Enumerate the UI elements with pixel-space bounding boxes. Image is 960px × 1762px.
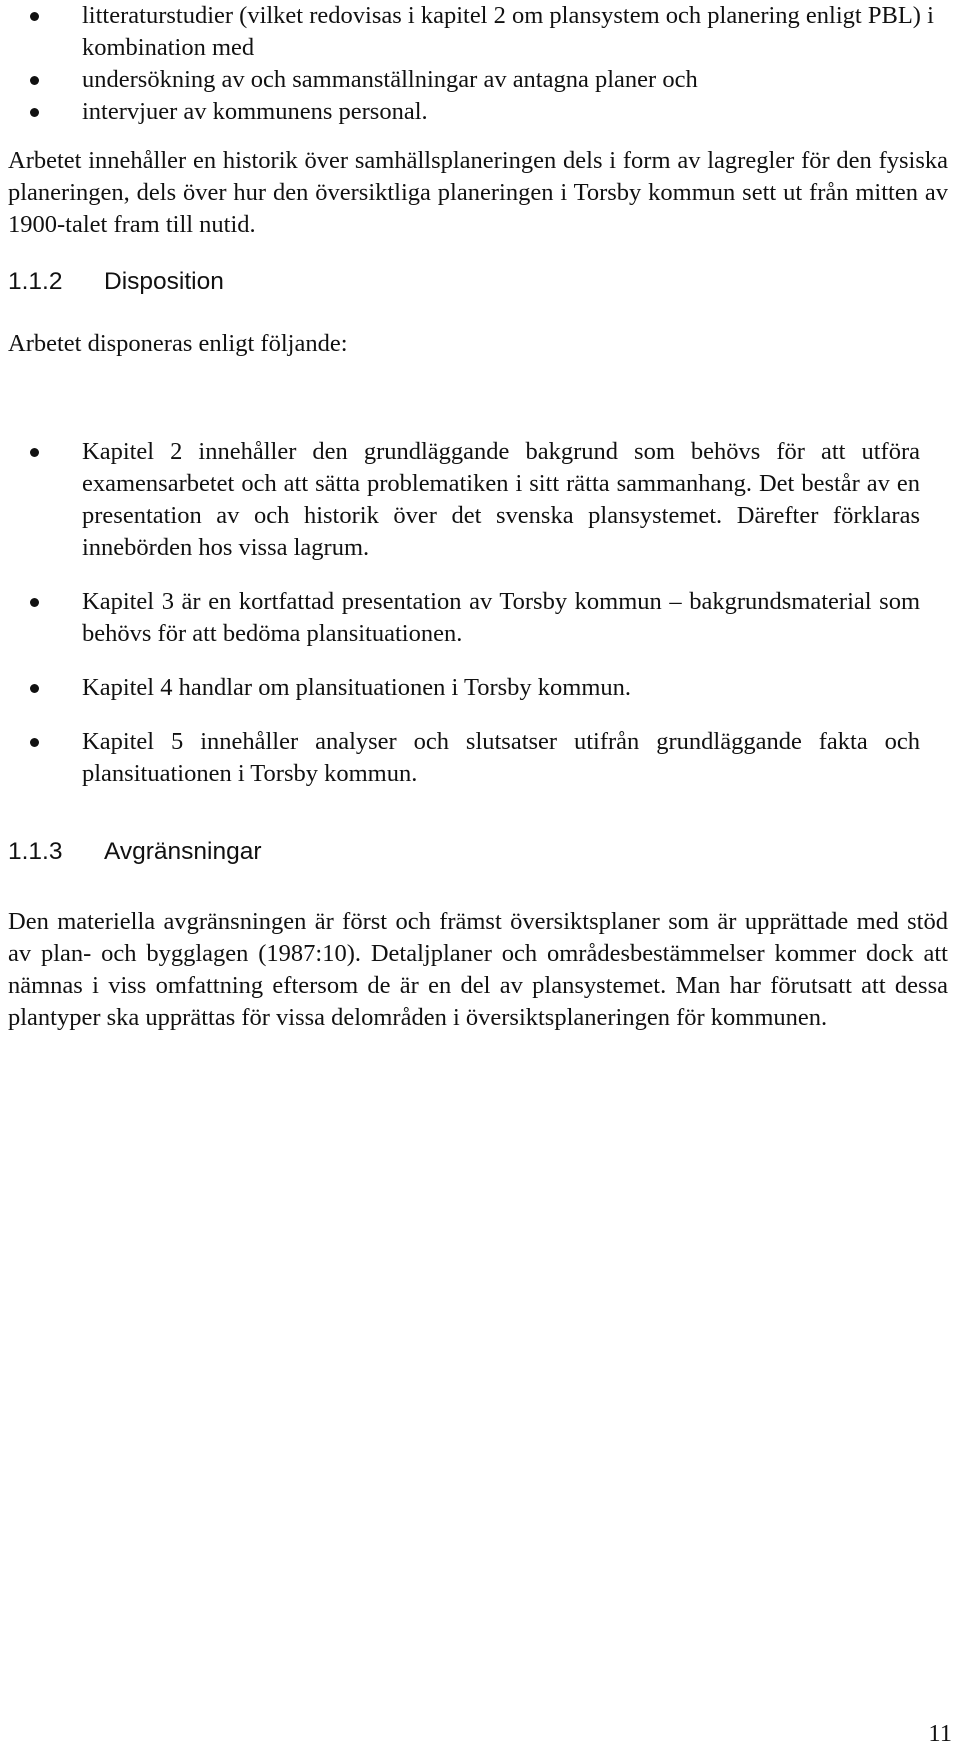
list-item <box>0 726 920 790</box>
intro-bullet-list <box>0 0 950 128</box>
bullet-icon <box>30 684 39 693</box>
bullet-icon <box>30 76 39 85</box>
list-item <box>0 586 920 650</box>
list-item <box>0 0 950 64</box>
list-item-text: Kapitel 4 handlar om plansituationen i Torsby kommun. <box>82 674 632 701</box>
list-item-text: litteraturstudier (vilket redovisas i kapitel 2 om plansystem och planering enligt PBL) i kombination med <box>82 2 934 61</box>
list-item-text: Kapitel 3 är en kortfattad presentation av Torsby kommun – bakgrundsmaterial som behövs för att bedöma plansituationen. <box>82 588 920 647</box>
list-item-text: Kapitel 2 innehåller den grundläggande bakgrund som behövs för att utföra examensarbetet och att sätta problematiken i sitt rätta sammanhang. Det består av en presentation av och historik över det svenska plansystemet. Därefter förklaras innebörden hos vissa lagrum. <box>82 438 920 561</box>
list-item <box>0 64 950 96</box>
disposition-list <box>0 436 920 812</box>
list-item <box>0 672 920 704</box>
section-number: 1.1.3 <box>8 838 63 865</box>
section-heading-avgransningar <box>8 836 262 868</box>
page-number: 11 <box>928 1720 952 1747</box>
intro-paragraph: Arbetet innehåller en historik över samhällsplaneringen dels i form av lagregler för den fysiska planeringen, dels över hur den översiktliga planeringen i Torsby kommun sett ut från mitten av 1900-talet fram till nutid. <box>8 147 948 238</box>
bullet-icon <box>30 448 39 457</box>
list-item <box>0 96 950 128</box>
bullet-icon <box>30 12 39 21</box>
list-item-text: undersökning av och sammanställningar av antagna planer och <box>82 66 698 93</box>
section-number: 1.1.2 <box>8 268 63 295</box>
disposition-lead: Arbetet disponeras enligt följande: <box>8 330 348 357</box>
avgransningar-body: Den materiella avgränsningen är först och främst översiktsplaner som är upprättade med stöd av plan- och bygglagen (1987:10). Detaljplaner och områdesbestämmelser kommer dock att nämnas i viss omfattning eftersom de är en del av plansystemet. Man har förutsatt att dessa plantyper ska upprättas för vissa delområden i översiktsplaneringen för kommunen. <box>8 908 948 1031</box>
section-title: Disposition <box>104 268 224 295</box>
list-item-text: Kapitel 5 innehåller analyser och slutsatser utifrån grundläggande fakta och plansituationen i Torsby kommun. <box>82 728 920 787</box>
list-item-text: intervjuer av kommunens personal. <box>82 98 428 125</box>
list-item <box>0 436 920 564</box>
section-title: Avgränsningar <box>104 838 262 865</box>
bullet-icon <box>30 738 39 747</box>
bullet-icon <box>30 598 39 607</box>
section-heading-disposition <box>8 266 224 298</box>
bullet-icon <box>30 108 39 117</box>
